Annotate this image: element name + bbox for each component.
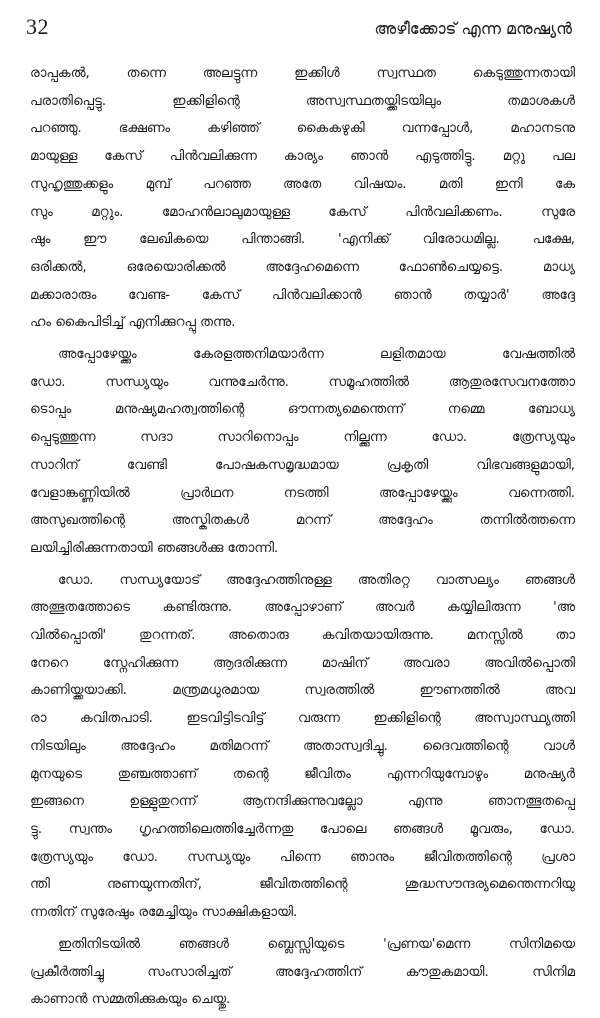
text-line: സും മറ്റും. മോഹൻലാലുമായുള്ള കേസ് പിൻവലിക്കണം. സുരേ [30, 204, 575, 220]
text-line: ന്തി നുണയുന്നതിന്, ജീവിതത്തിന്റെ ശുദ്ധസൗന്ദര്യമെന്തെന്നറിയു [30, 877, 575, 893]
text-line: ടൊപ്പം മനുഷ്യമഹത്വത്തിന്റെ ഔന്നത്യമെന്തെന്ന് നമ്മെ ബോധ്യ [30, 402, 575, 418]
text-line: ത്രേസ്യയും ഡോ. സന്ധ്യയും പിന്നെ ഞാനും ജീവിതത്തിന്റെ പ്രശാ [30, 849, 575, 865]
text-line: ഹം കൈപിടിച്ച് എനിക്കുറപ്പു തന്നു. [30, 315, 236, 331]
text-line: രാ കവിതപാടി. ഇടവിട്ടിടവിട്ട് വരുന്ന ഇക്കിളിന്റെ അസ്വാസ്ഥ്യത്തി [30, 711, 575, 727]
text-line: ഡോ. സന്ധ്യയും വന്നുചേർന്നു. സമൂഹത്തിൽ ആതുരസേവനത്തോ [30, 374, 575, 390]
text-line: പ്പെടുത്തുന്ന സദാ സാറിനൊപ്പം നില്ക്കുന്ന ഡോ. ത്രേസ്യയും [30, 430, 575, 446]
text-line: നിടയിലും അദ്ദേഹം മതിമറന്ന് അതാസ്വദിച്ചു. ദൈവത്തിന്റെ വാൾ [30, 738, 575, 754]
text-line: പരാതിപ്പെട്ടു. ഇക്കിളിന്റെ അസ്വസ്ഥതയ്ക്കിടയിലും തമാശകൾ [30, 93, 575, 109]
text-line: പറഞ്ഞു. ഭക്ഷണം കഴിഞ്ഞ് കൈകഴുകി വന്നപ്പോൾ, മഹാനടനു [30, 121, 575, 137]
page-number: 32 [26, 14, 49, 39]
paragraph-4 [30, 931, 575, 1014]
text-line: ലയിച്ചിരിക്കുന്നതായി ഞങ്ങൾക്കു തോന്നി. [30, 540, 279, 556]
text-line: മക്കാരാരും വേണ്ട- കേസ് പിൻവലിക്കാൻ ഞാൻ തയ്യാർ' അദ്ദേ [30, 287, 575, 303]
text-line: ന്നതിന് സുരേഷും രമേച്ചിയും സാക്ഷികളായി. [30, 905, 298, 921]
paragraph-1 [30, 60, 575, 337]
text-line: കാണിയ്ക്കയാക്കി. മന്ത്രമധുരമായ സ്വരത്തിൽ ഈണത്തിൽ അവ [30, 683, 575, 699]
text-line: വിൽപ്പൊതി' തുറന്നത്. അതൊരു കവിതയായിരുന്നു. മനസ്സിൽ താ [30, 628, 575, 644]
body-text [30, 60, 575, 1018]
text-line: അസുഖത്തിന്റെ അസ്കിതകൾ മറന്ന് അദ്ദേഹം തന്നിൽത്തന്നെ [30, 513, 575, 529]
text-line: ഡോ. സന്ധ്യയോട് അദ്ദേഹത്തിനുള്ള അതിരറ്റ വാത്സല്യം ഞങ്ങൾ [58, 572, 575, 588]
text-line: സാറിന് വേണ്ടി പോഷകസമൃദ്ധമായ പ്രകൃതി വിഭവങ്ങളുമായി, [30, 457, 575, 473]
text-line: പ്രകീർത്തിച്ചു സംസാരിച്ചത് അദ്ദേഹത്തിന് കൗതുകമായി. സിനിമ [30, 964, 575, 980]
text-line: നേറെ സ്നേഹിക്കുന്ന ആദരിക്കുന്ന മാഷിന് അവരാ അവിൽപ്പൊതി [30, 655, 575, 671]
text-line: മായുള്ള കേസ് പിൻവലിക്കുന്ന കാര്യം ഞാൻ എടുത്തിട്ടു. മറ്റു പല [30, 149, 575, 165]
book-title: അഴീക്കോട് എന്ന മനുഷ്യൻ [374, 19, 572, 38]
text-line: വേളാങ്കണ്ണിയിൽ പ്രാർഥന നടത്തി അപ്പോഴേയ്ക്കും വന്നെത്തി. [30, 485, 575, 501]
text-line: ട്ടു. സ്വന്തം ഗൃഹത്തിലെത്തിച്ചേർന്നതു പോലെ ഞങ്ങൾ മൂവരും, ഡോ. [30, 821, 575, 837]
paragraph-2 [30, 341, 575, 563]
text-line: അത്ഭുതത്തോടെ കണ്ടിരുന്നു. അപ്പോഴാണ് അവർ കയ്യിലിരുന്ന 'അ [30, 600, 575, 616]
text-line: രാപ്പകൽ, തന്നെ അലട്ടുന്ന ഇക്കിൾ സ്വസ്ഥത കെടുത്തുന്നതായി [30, 66, 575, 81]
text-line: അപ്പോഴേയ്ക്കും കേരളത്തനിമയാർന്ന ലളിതമായ വേഷത്തിൽ [58, 347, 575, 363]
running-header [26, 14, 572, 44]
text-line: മുനയുടെ തുഞ്ചത്താണ് തന്റെ ജീവിതം എന്നറിയുമ്പോഴും മനുഷ്യർ [30, 766, 575, 782]
text-line: സുഹൃത്തുക്കളും മുമ്പ് പറഞ്ഞ അതേ വിഷയം. മതി ഇനി കേ [30, 176, 575, 192]
text-line: ഇതിനിടയിൽ ഞങ്ങൾ ബ്ലെസ്സിയുടെ 'പ്രണയ'മെന്ന സിനിമയെ [58, 936, 575, 952]
text-line: ഷും ഈ ലേഖികയെ പിന്താങ്ങി. 'എനിക്ക് വിരോധമില്ല. പക്ഷേ, [30, 232, 575, 248]
text-line: ഇങ്ങനെ ഉള്ളുതുറന്ന് ആനന്ദിക്കുന്നുവല്ലോ എന്നു ഞാനത്ഭുതപ്പെ [30, 794, 575, 810]
text-line: ഒരിക്കൽ, ഒരേയൊരിക്കൽ അദ്ദേഹമെന്നെ ഫോൺചെയ്യട്ടെ. മാധ്യ [30, 259, 575, 275]
paragraph-3 [30, 567, 575, 927]
text-line: കാണാൻ സമ്മതിക്കുകയും ചെയ്തു. [30, 992, 231, 1008]
